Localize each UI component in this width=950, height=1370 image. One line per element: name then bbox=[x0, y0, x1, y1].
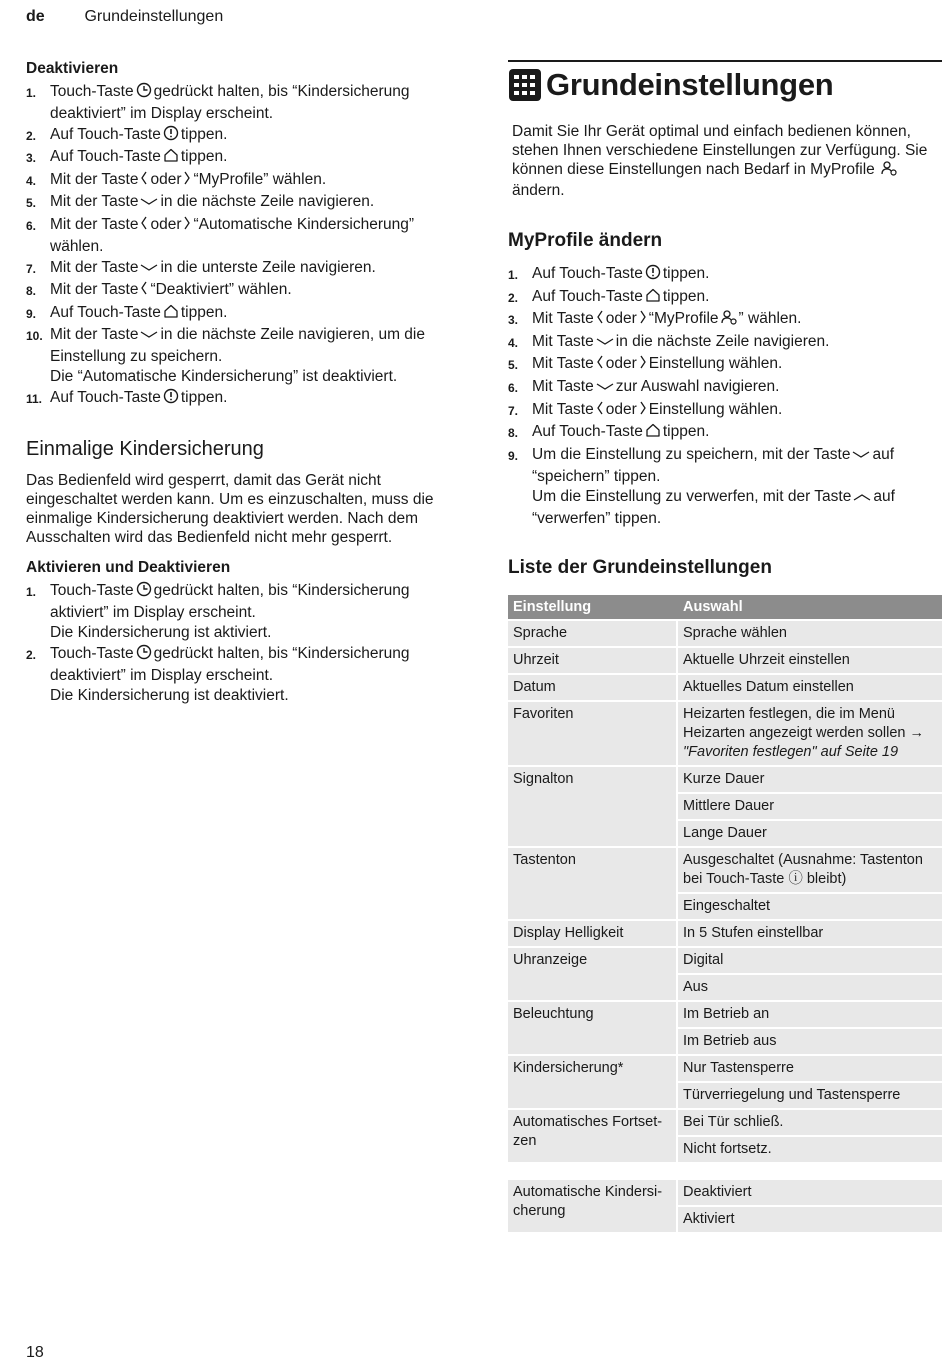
setting-name: Automatisches Fortset-zen bbox=[508, 1110, 678, 1162]
step-number: 5. bbox=[26, 196, 37, 211]
chevron-left-icon bbox=[140, 280, 148, 302]
power-icon bbox=[645, 264, 661, 286]
setting-option bbox=[678, 1207, 942, 1232]
chevron-down-icon bbox=[140, 327, 158, 347]
step-text: oder bbox=[605, 400, 637, 418]
step-text: tippen. bbox=[662, 265, 710, 282]
step-item bbox=[26, 147, 466, 169]
chevron-down-icon bbox=[140, 260, 158, 280]
step-item bbox=[508, 377, 942, 399]
page-number: 18 bbox=[26, 1344, 44, 1361]
step-item bbox=[26, 325, 466, 387]
chevron-left-icon bbox=[596, 309, 604, 331]
step-text: oder bbox=[150, 215, 182, 233]
chevron-right-icon bbox=[183, 215, 191, 237]
table-row bbox=[508, 1110, 942, 1135]
page-title: Grundeinstellungen bbox=[546, 67, 834, 102]
step-item bbox=[26, 303, 466, 325]
setting-name: Automatische Kindersi-cherung bbox=[508, 1180, 678, 1232]
step-text: “Automatische Kindersicherung” wählen. bbox=[50, 215, 415, 255]
table-row bbox=[508, 848, 942, 892]
step-text: Touch-Taste bbox=[50, 581, 134, 599]
clock-icon bbox=[136, 644, 152, 666]
step-text: Mit Taste bbox=[532, 310, 594, 328]
step-number: 4. bbox=[26, 173, 37, 188]
cross-reference-link[interactable]: "Favoriten festlegen" auf Seite 19 bbox=[683, 743, 899, 760]
setting-option bbox=[678, 648, 942, 673]
setting-option bbox=[678, 1110, 942, 1135]
step-text: Touch-Taste bbox=[50, 644, 134, 662]
setting-name: Signalton bbox=[508, 767, 678, 846]
step-number: 1. bbox=[26, 584, 37, 599]
step-number: 1. bbox=[26, 86, 37, 100]
chevron-right-icon bbox=[639, 309, 647, 331]
option-text: Kurze Dauer bbox=[683, 770, 765, 787]
step-text: Mit Taste bbox=[532, 400, 594, 418]
step-text: tippen. bbox=[662, 287, 710, 305]
option-text: Bei Tür schließ. bbox=[683, 1113, 784, 1130]
home-icon bbox=[163, 303, 179, 325]
step-number: 6. bbox=[26, 218, 37, 233]
myprofile-steps bbox=[508, 264, 942, 529]
setting-option bbox=[678, 921, 942, 946]
step-text: Auf Touch-Taste bbox=[532, 423, 643, 441]
step-text: oder bbox=[605, 355, 637, 373]
table-header-setting: Einstellung bbox=[508, 595, 678, 619]
section-title-bar bbox=[508, 60, 942, 102]
table-row bbox=[508, 621, 942, 646]
step-text: auf “speichern” tippen. bbox=[532, 445, 895, 485]
once-heading: Einmalige Kindersicherung bbox=[26, 437, 264, 460]
step-text: in die nächste Zeile navigieren. bbox=[615, 332, 830, 350]
option-text: Deaktiviert bbox=[683, 1183, 752, 1200]
step-item bbox=[26, 258, 466, 280]
step-number: 5. bbox=[508, 358, 519, 373]
table-row bbox=[508, 921, 942, 946]
power-icon bbox=[163, 388, 179, 410]
table-row bbox=[508, 767, 942, 792]
step-text: in die nächste Zeile navigieren, um die Einstellung zu speichern. bbox=[50, 326, 425, 366]
setting-name: Sprache bbox=[508, 621, 678, 646]
list-heading: Liste der Grundeinstellungen bbox=[508, 556, 772, 578]
step-text: Um die Einstellung zu verwerfen, mit der Taste bbox=[532, 487, 852, 505]
option-text: Nicht fortsetz. bbox=[683, 1140, 772, 1157]
left-column bbox=[26, 60, 466, 706]
deactivate-heading: Deaktivieren bbox=[26, 60, 119, 77]
step-text: ” wählen. bbox=[738, 310, 802, 328]
step-text: “MyProfile bbox=[648, 310, 719, 328]
step-item bbox=[508, 400, 942, 422]
step-text: Auf Touch-Taste bbox=[50, 125, 161, 143]
step-result: Die Kindersicherung ist aktiviert. bbox=[50, 623, 272, 641]
step-text: Einstellung wählen. bbox=[648, 400, 783, 418]
myprofile-icon bbox=[881, 160, 897, 181]
step-text: Einstellung wählen. bbox=[648, 355, 783, 373]
option-text: Türverriegelung und Tastensperre bbox=[683, 1086, 901, 1103]
once-text: Das Bedienfeld wird gesperrt, damit das Gerät nicht eingeschaltet werden kann. Um es einzuschalten, muss die einmalige Kindersicherung deaktiviert werden. Nach dem Ausschalten wird das Bedienfeld nicht mehr gesperrt. bbox=[26, 471, 434, 546]
setting-option bbox=[678, 767, 942, 792]
setting-option bbox=[678, 1083, 942, 1108]
setting-option bbox=[678, 1180, 942, 1205]
chevron-left-icon bbox=[140, 170, 148, 192]
step-number: 3. bbox=[508, 313, 519, 328]
option-text: Aktiviert bbox=[683, 1210, 735, 1227]
step-item bbox=[26, 170, 466, 192]
step-text: tippen. bbox=[180, 148, 228, 166]
step-result: Die Kindersicherung ist deaktiviert. bbox=[50, 686, 289, 704]
step-item bbox=[508, 445, 942, 529]
power-icon bbox=[163, 125, 179, 147]
settings-table bbox=[508, 593, 942, 1234]
setting-option bbox=[678, 1002, 942, 1027]
myprofile-heading: MyProfile ändern bbox=[508, 230, 663, 251]
option-text: Ausgeschaltet (Ausnahme: Tastenton bei Touch-Taste ⓘ bleibt) bbox=[683, 851, 923, 887]
step-text: gedrückt halten, bis “Kindersicherung deaktiviert” im Display erscheint. bbox=[50, 83, 410, 122]
chevron-down-icon bbox=[596, 379, 614, 399]
step-text: tippen. bbox=[180, 303, 228, 321]
step-number: 4. bbox=[508, 335, 519, 350]
step-text: oder bbox=[150, 170, 182, 188]
chevron-right-icon bbox=[639, 400, 647, 422]
setting-option: Heizarten festlegen, die im Menü Heizarten angezeigt werden sollen → "Favoriten festlegen" auf Seite 19 bbox=[678, 702, 942, 765]
step-text: Mit der Taste bbox=[50, 326, 139, 344]
step-number: 11. bbox=[26, 391, 43, 406]
setting-option bbox=[678, 821, 942, 846]
step-number: 10. bbox=[26, 329, 43, 344]
setting-name: Beleuchtung bbox=[508, 1002, 678, 1054]
option-text: Heizarten festlegen, die im Menü Heizarten angezeigt werden sollen bbox=[683, 705, 906, 741]
chevron-down-icon bbox=[140, 194, 158, 214]
right-column bbox=[508, 60, 942, 1234]
setting-option bbox=[678, 1137, 942, 1162]
home-icon bbox=[645, 422, 661, 444]
table-row bbox=[508, 675, 942, 700]
setting-name: Kindersicherung* bbox=[508, 1056, 678, 1108]
setting-name: Tastenton bbox=[508, 848, 678, 919]
step-text: Mit Taste bbox=[532, 377, 594, 395]
setting-option bbox=[678, 794, 942, 819]
step-item bbox=[508, 422, 942, 444]
option-text: Aktuelles Datum einstellen bbox=[683, 678, 854, 695]
setting-option bbox=[678, 894, 942, 919]
table-spacer bbox=[508, 1164, 942, 1178]
step-text: Mit der Taste bbox=[50, 170, 139, 188]
chevron-left-icon bbox=[596, 354, 604, 376]
setting-option bbox=[678, 1029, 942, 1054]
step-result: Die “Automatische Kindersicherung” ist deaktiviert. bbox=[50, 368, 398, 386]
setting-name: Favoriten bbox=[508, 702, 678, 765]
step-item bbox=[508, 264, 942, 286]
step-text: Mit Taste bbox=[532, 332, 594, 350]
step-item bbox=[26, 644, 466, 706]
option-text: Mittlere Dauer bbox=[683, 797, 775, 814]
step-number: 7. bbox=[26, 261, 37, 276]
chevron-down-icon bbox=[852, 447, 870, 467]
table-header-row bbox=[508, 595, 942, 619]
step-number: 2. bbox=[508, 290, 519, 305]
step-text: Mit der Taste bbox=[50, 281, 139, 299]
table-row bbox=[508, 702, 942, 765]
step-text: Touch-Taste bbox=[50, 83, 134, 100]
intro-text-end: ändern. bbox=[512, 182, 565, 199]
clock-icon bbox=[136, 581, 152, 603]
step-item bbox=[26, 192, 466, 214]
step-text: zur Auswahl navigieren. bbox=[615, 377, 780, 395]
step-text: Mit der Taste bbox=[50, 258, 139, 276]
deactivate-steps bbox=[26, 82, 466, 410]
myprofile-icon bbox=[721, 309, 737, 331]
step-item bbox=[508, 332, 942, 354]
step-text: Mit Taste bbox=[532, 355, 594, 373]
table-row bbox=[508, 1056, 942, 1081]
setting-name: Display Helligkeit bbox=[508, 921, 678, 946]
option-text: Lange Dauer bbox=[683, 824, 767, 841]
step-item bbox=[26, 215, 466, 257]
step-text: “Deaktiviert” wählen. bbox=[150, 281, 292, 299]
option-text: Aktuelle Uhrzeit einstellen bbox=[683, 651, 850, 668]
step-number: 8. bbox=[508, 426, 519, 441]
setting-name: Uhrzeit bbox=[508, 648, 678, 673]
step-number: 2. bbox=[26, 128, 37, 143]
chevron-left-icon bbox=[140, 215, 148, 237]
toggle-steps bbox=[26, 581, 466, 706]
step-text: gedrückt halten, bis “Kindersicherung aktiviert” im Display erscheint. bbox=[50, 581, 410, 621]
step-text: gedrückt halten, bis “Kindersicherung deaktiviert” im Display erscheint. bbox=[50, 644, 410, 684]
step-item bbox=[26, 125, 466, 147]
step-number: 3. bbox=[26, 151, 37, 166]
step-text: “MyProfile” wählen. bbox=[193, 170, 327, 188]
step-item bbox=[26, 82, 466, 124]
intro-text-main: Damit Sie Ihr Gerät optimal und einfach bedienen können, stehen Ihnen verschiedene Einstellungen zur Verfügung. Sie können diese Einstellungen nach Bedarf in MyProfile bbox=[512, 123, 928, 178]
table-row bbox=[508, 1002, 942, 1027]
step-text: auf “verwerfen” tippen. bbox=[532, 487, 895, 527]
setting-option bbox=[678, 975, 942, 1000]
table-header-option: Auswahl bbox=[678, 595, 942, 619]
setting-option bbox=[678, 621, 942, 646]
setting-option bbox=[678, 848, 942, 892]
step-text: Auf Touch-Taste bbox=[532, 287, 643, 305]
home-icon bbox=[645, 287, 661, 309]
step-number: 2. bbox=[26, 647, 37, 662]
step-alternative bbox=[532, 487, 942, 529]
language-code: de bbox=[26, 8, 45, 25]
chevron-right-icon bbox=[639, 354, 647, 376]
clock-icon bbox=[136, 82, 152, 104]
option-text: Eingeschaltet bbox=[683, 897, 771, 914]
step-text: Auf Touch-Taste bbox=[532, 265, 643, 282]
page-header bbox=[26, 8, 223, 26]
step-number: 6. bbox=[508, 380, 519, 395]
table-row bbox=[508, 948, 942, 973]
chevron-left-icon bbox=[596, 400, 604, 422]
setting-option bbox=[678, 948, 942, 973]
option-text: Sprache wählen bbox=[683, 624, 787, 641]
step-text: in die nächste Zeile navigieren. bbox=[160, 193, 375, 211]
option-text: Nur Tastensperre bbox=[683, 1059, 794, 1076]
step-item bbox=[26, 280, 466, 302]
chevron-right-icon bbox=[183, 170, 191, 192]
step-item bbox=[508, 287, 942, 309]
toggle-heading: Aktivieren und Deaktivieren bbox=[26, 558, 231, 576]
option-text: In 5 Stufen einstellbar bbox=[683, 924, 824, 941]
step-item bbox=[508, 354, 942, 376]
step-item bbox=[508, 309, 942, 331]
step-text: Mit der Taste bbox=[50, 215, 139, 233]
option-text: Im Betrieb an bbox=[683, 1005, 770, 1022]
step-number: 8. bbox=[26, 284, 37, 299]
step-text: tippen. bbox=[180, 125, 228, 143]
intro-text bbox=[508, 122, 942, 200]
step-text: Mit der Taste bbox=[50, 193, 139, 211]
step-text: Auf Touch-Taste bbox=[50, 388, 161, 406]
step-number: 1. bbox=[508, 268, 519, 282]
step-item bbox=[26, 581, 466, 643]
step-number: 9. bbox=[508, 448, 519, 463]
option-text: Aus bbox=[683, 978, 708, 995]
step-number: 9. bbox=[26, 306, 37, 321]
chevron-down-icon bbox=[596, 334, 614, 354]
step-text: in die unterste Zeile navigieren. bbox=[160, 258, 376, 276]
setting-name: Uhranzeige bbox=[508, 948, 678, 1000]
step-text: Auf Touch-Taste bbox=[50, 303, 161, 321]
step-text: tippen. bbox=[180, 388, 228, 406]
setting-name: Datum bbox=[508, 675, 678, 700]
step-text: tippen. bbox=[662, 423, 710, 441]
header-title: Grundeinstellungen bbox=[84, 8, 224, 25]
table-row bbox=[508, 1180, 942, 1205]
option-text: Im Betrieb aus bbox=[683, 1032, 777, 1049]
step-text: oder bbox=[605, 310, 637, 328]
step-number: 7. bbox=[508, 403, 519, 418]
option-text: Digital bbox=[683, 951, 724, 968]
settings-grid-icon bbox=[508, 68, 542, 102]
step-item bbox=[26, 388, 466, 410]
setting-option bbox=[678, 1056, 942, 1081]
chevron-up-icon bbox=[853, 489, 871, 509]
home-icon bbox=[163, 147, 179, 169]
table-row bbox=[508, 648, 942, 673]
step-text: Auf Touch-Taste bbox=[50, 148, 161, 166]
setting-option bbox=[678, 675, 942, 700]
step-text: Um die Einstellung zu speichern, mit der Taste bbox=[532, 445, 851, 463]
